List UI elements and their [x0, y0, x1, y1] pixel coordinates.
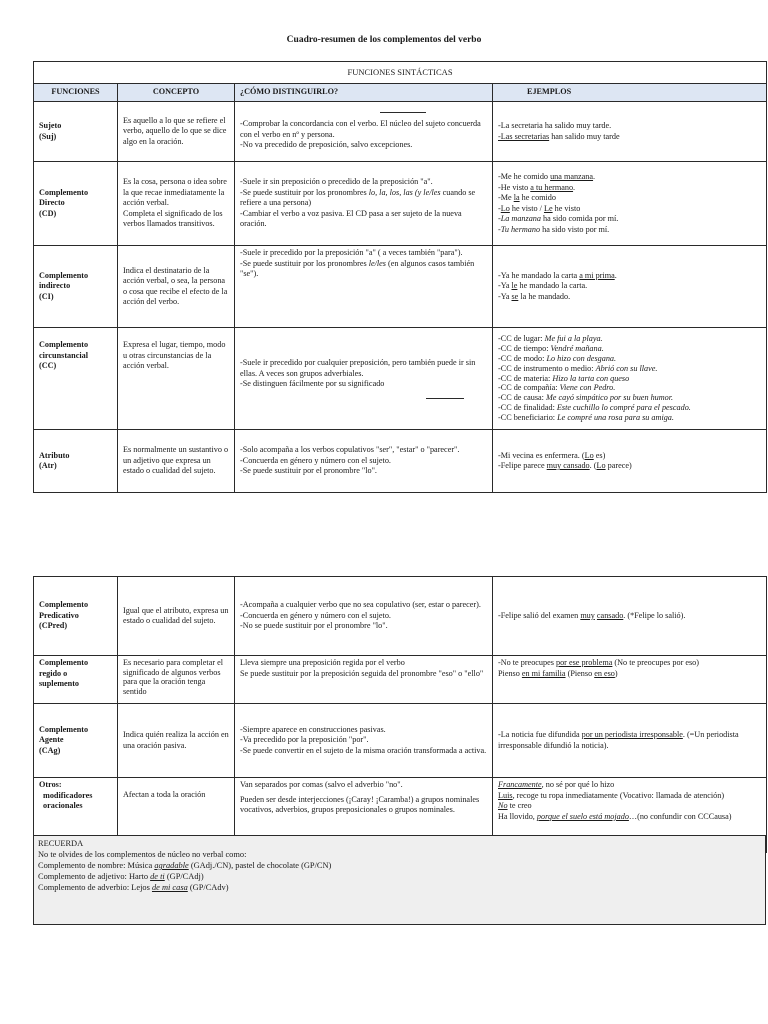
examples-cell: -Felipe salió del examen muy cansado. (*Felipe lo salió). — [493, 577, 767, 656]
reminder-line: Complemento de adverbio: Lejos de mi casa (GP/CAdv) — [38, 882, 229, 892]
function-name: Complemento Directo (CD) — [34, 162, 118, 246]
distinguish-cell: -Solo acompaña a los verbos copulativos "ser", "estar" o "parecer". -Concuerda en género y número con el sujeto. -Se puede sustituir por el pronombre "lo". — [235, 430, 493, 493]
examples-cell: -Mi vecina es enfermera. (Lo es) -Felipe parece muy cansado. (Lo parece) — [493, 430, 767, 493]
concept-cell: Afectan a toda la oración — [118, 778, 235, 853]
function-name: Complemento indirecto (CI) — [34, 246, 118, 328]
divider-rule — [380, 112, 426, 113]
distinguish-cell: Lleva siempre una preposición regida por el verbo Se puede sustituir por la preposición seguida del pronombre "eso" o "ello" — [235, 656, 493, 704]
function-name: Complemento regido o suplemento — [34, 656, 118, 704]
distinguish-cell: -Suele ir precedido por cualquier preposición, pero también puede ir sin ellas. A veces son grupos adverbiales. -Se distinguen fácilmente por su significado — [235, 328, 493, 430]
header-como: ¿CÓMO DISTINGUIRLO? — [235, 84, 493, 102]
examples-cell: -Ya he mandado la carta a mi prima. -Ya le he mandado la carta. -Ya se la he mandado. — [493, 246, 767, 328]
concept-cell: Es normalmente un sustantivo o un adjetivo que expresa un estado o cualidad del sujeto. — [118, 430, 235, 493]
concept-cell: Expresa el lugar, tiempo, modo u otras circunstancias de la acción verbal. — [118, 328, 235, 430]
functions-table-continued — [33, 576, 767, 853]
header-ejemplos: EJEMPLOS — [493, 84, 767, 102]
column-header-row — [34, 84, 767, 102]
function-name: Otros: modificadores oracionales — [34, 778, 118, 853]
function-name: Sujeto (Suj) — [34, 102, 118, 162]
table-row — [34, 656, 767, 704]
reminder-line: Complemento de adjetivo: Harto de ti (GP/CAdj) — [38, 871, 204, 881]
examples-cell: Francamente, no sé por qué lo hizo Luis, recoge tu ropa inmediatamente (Vocativo: llamada de atención) No te creo Ha llovido, porque el suelo está mojado…(no confundir con CCCausa) — [493, 778, 767, 853]
examples-cell: -CC de lugar: Me fui a la playa. -CC de tiempo: Vendré mañana. -CC de modo: Lo hizo con desgana. -CC de instrumento o medio: Abrió con su llave. -CC de materia: Hizo la tarta con queso -CC de compañía: Viene con Pedro. -CC de causa: Me cayó simpático por su buen humor. -CC de finalidad: Este cuchillo lo compré para el pescado. -CC beneficiario: Le compré una rosa para su amiga. — [493, 328, 767, 430]
function-name: Complemento Predicativo (CPred) — [34, 577, 118, 656]
reminder-intro: No te olvides de los complementos de núcleo no verbal como: — [38, 849, 247, 859]
distinguish-cell: Van separados por comas (salvo el adverbio "no". Pueden ser desde interjecciones (¡Caray! ¡Caramba!) a grupos nominales vocativos, adverbios, grupos preposicionales o grupos nominales. — [235, 778, 493, 853]
table-row — [34, 162, 767, 246]
examples-cell: -La noticia fue difundida por un periodista irresponsable. (=Un periodista irresponsable difundió la noticia). — [493, 704, 767, 778]
examples-cell: -Me he comido una manzana. -He visto a tu hermano. -Me la he comido -Lo he visto / Le he visto -La manzana ha sido comida por mí. -Tu hermano ha sido visto por mí. — [493, 162, 767, 246]
reminder-line: Complemento de nombre: Música agradable (GAdj./CN), pastel de chocolate (GP/CN) — [38, 860, 332, 870]
super-header-row — [34, 62, 767, 84]
distinguish-cell: -Siempre aparece en construcciones pasivas. -Va precedido por la preposición "por". -Se puede convertir en el sujeto de la misma oración transformada a activa. — [235, 704, 493, 778]
concept-cell: Es aquello a lo que se refiere el verbo, aquello de lo que se dice algo en la oración. — [118, 102, 235, 162]
divider-rule — [426, 398, 464, 399]
header-concepto: CONCEPTO — [118, 84, 235, 102]
table-row — [34, 577, 767, 656]
table-row — [34, 328, 767, 430]
distinguish-cell: -Suele ir precedido por la preposición "a" ( a veces también "para"). -Se puede sustituir por los pronombres le/les (en algunos casos también "se"). — [235, 246, 493, 328]
functions-table — [33, 61, 767, 493]
function-name: Complemento circunstancial (CC) — [34, 328, 118, 430]
table-row — [34, 102, 767, 162]
table-row — [34, 704, 767, 778]
concept-cell: Indica quién realiza la acción en una oración pasiva. — [118, 704, 235, 778]
function-name: Atributo (Atr) — [34, 430, 118, 493]
function-name: Complemento Agente (CAg) — [34, 704, 118, 778]
reminder-box — [33, 835, 766, 925]
table-row — [34, 246, 767, 328]
distinguish-cell: -Comprobar la concordancia con el verbo. El núcleo del sujeto concuerda con el verbo en nº y persona. -No va precedido de preposición, salvo excepciones. — [235, 102, 493, 162]
reminder-heading: RECUERDA — [38, 839, 84, 848]
concept-cell: Es la cosa, persona o idea sobre la que recae inmediatamente la acción verbal. Completa el significado de los verbos llamados transitivos. — [118, 162, 235, 246]
concept-cell: Igual que el atributo, expresa un estado o cualidad del sujeto. — [118, 577, 235, 656]
examples-cell: -La secretaria ha salido muy tarde. -Las secretarias han salido muy tarde — [493, 102, 767, 162]
header-funciones: FUNCIONES — [34, 84, 118, 102]
distinguish-cell: -Suele ir sin preposición o precedido de la preposición "a". -Se puede sustituir por los pronombres lo, la, los, las (y le/les cuando se refiere a una persona) -Cambiar el verbo a voz pasiva. El CD pasa a ser sujeto de la nueva oración. — [235, 162, 493, 246]
examples-cell: -No te preocupes por ese problema (No te preocupes por eso) Pienso en mi familia (Pienso en eso) — [493, 656, 767, 704]
distinguish-cell: -Acompaña a cualquier verbo que no sea copulativo (ser, estar o parecer). -Concuerda en género y número con el sujeto. -No se puede sustituir por el pronombre "lo". — [235, 577, 493, 656]
concept-cell: Es necesario para completar el significado de algunos verbos para que la oración tenga sentido — [118, 656, 235, 704]
document-title: Cuadro-resumen de los complementos del verbo — [286, 35, 482, 45]
concept-cell: Indica el destinatario de la acción verbal, o sea, la persona o cosa que recibe el efecto de la acción del verbo. — [118, 246, 235, 328]
table-row — [34, 430, 767, 493]
super-header: FUNCIONES SINTÁCTICAS — [34, 62, 767, 84]
